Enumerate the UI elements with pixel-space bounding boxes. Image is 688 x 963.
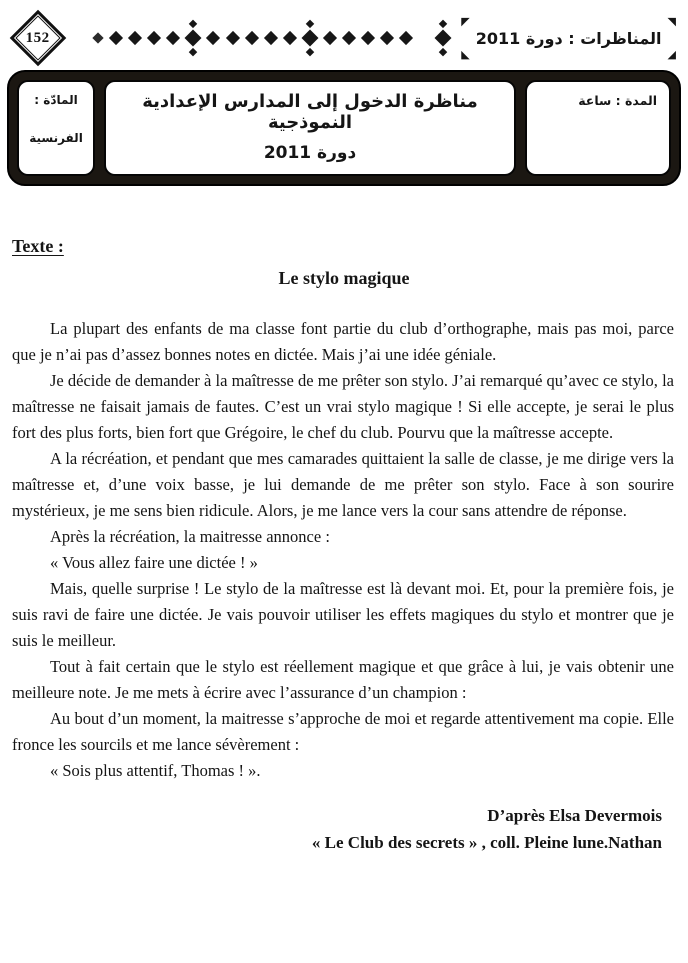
diamond-icon — [380, 31, 394, 45]
diamond-icon — [206, 31, 220, 45]
paragraph: « Sois plus attentif, Thomas ! ». — [50, 761, 261, 780]
corner-mark-icon: ◢ — [667, 48, 676, 61]
subject-value: الفرنسية — [29, 131, 83, 145]
paragraph: La plupart des enfants de ma classe font partie du club d’orthographe, mais pas moi, parce que je n’ai pas d’assez bonnes notes en dictée. Mais j’ai une idée géniale. — [12, 319, 674, 364]
diamond-icon — [264, 31, 278, 45]
exam-header-band — [7, 70, 681, 186]
paragraph: Au bout d’un moment, la maitresse s’approche de moi et regarde attentivement ma copie. Elle fronce les sourcils et me lance sévèrement : — [12, 709, 674, 754]
texte-label: Texte : — [12, 236, 64, 256]
diamond-icon — [283, 31, 297, 45]
diamond-icon — [225, 31, 239, 45]
paragraph: Après la récréation, la maitresse annonce : — [50, 527, 330, 546]
corner-marks-left — [461, 15, 470, 61]
diamond-cluster-icon — [185, 30, 202, 47]
exam-title-box — [104, 80, 516, 176]
paragraph: A la récréation, et pendant que mes camarades quittaient la salle de classe, je me dirige vers la maîtresse et, d’une voix basse, je lui demande de me prêter son stylo. Face à son sourire mystérieux, je me sens bien ridicule. Alors, je me lance vers la cour sans attendre de réponse. — [12, 449, 674, 520]
diamond-icon — [245, 31, 259, 45]
session-label-text: المناظرات : دورة 2011 — [475, 28, 662, 48]
attribution — [0, 802, 662, 856]
diamond-icon — [128, 31, 142, 45]
diamond-icon — [342, 31, 356, 45]
text-title: Le stylo magique — [278, 268, 410, 288]
diamond-icon — [166, 31, 180, 45]
corner-mark-icon: ◣ — [461, 48, 470, 61]
paragraph: Je décide de demander à la maîtresse de me prêter son stylo. J’ai remarqué qu’avec ce stylo, la maîtresse ne faisait jamais de fautes. C’est un vrai stylo magique ! Si elle accepte, je serai le plus fort des plus forts, bien fort que Grégoire, le chef du club. Pourvu que la maîtresse accepte. — [12, 371, 674, 442]
diamond-cluster-icon — [435, 30, 452, 47]
exam-title: مناظرة الدخول إلى المدارس الإعدادية النموذجية — [142, 91, 478, 133]
diamond-icon — [147, 31, 161, 45]
subject-box — [17, 80, 95, 176]
corner-marks-right — [667, 15, 676, 61]
diamond-icon — [109, 31, 123, 45]
text-body — [12, 316, 674, 784]
page-number-badge — [10, 10, 67, 67]
paragraph: Tout à fait certain que le stylo est réellement magique et que grâce à lui, je vais obtenir une meilleure note. Je me mets à écrire avec l’assurance d’un champion : — [12, 657, 674, 702]
ornament-diamonds — [74, 32, 429, 44]
session-label — [429, 15, 676, 61]
subject-label: المادّة : — [34, 93, 78, 107]
corner-mark-icon: ◤ — [461, 15, 470, 28]
paragraph: « Vous allez faire une dictée ! » — [50, 553, 258, 572]
diamond-icon — [92, 32, 103, 43]
diamond-icon — [399, 31, 413, 45]
diamond-icon — [323, 31, 337, 45]
paragraph: Mais, quelle surprise ! Le stylo de la maîtresse est là devant moi. Et, pour la première fois, je suis ravi de faire une dictée. Je vais pouvoir utiliser les effets magiques du stylo et montrer que je suis le meilleur. — [12, 579, 674, 650]
page-number: 152 — [26, 29, 50, 46]
diamond-icon — [361, 31, 375, 45]
attribution-source: « Le Club des secrets » , coll. Pleine lune.Nathan — [311, 833, 662, 852]
corner-mark-icon: ◥ — [667, 15, 676, 28]
diamond-cluster-icon — [301, 30, 318, 47]
page-header — [0, 0, 688, 61]
duration-label: المدة : ساعة — [578, 93, 657, 108]
attribution-author: D’après Elsa Devermois — [487, 806, 662, 825]
duration-box — [525, 80, 671, 176]
exam-session: دورة 2011 — [263, 143, 357, 163]
